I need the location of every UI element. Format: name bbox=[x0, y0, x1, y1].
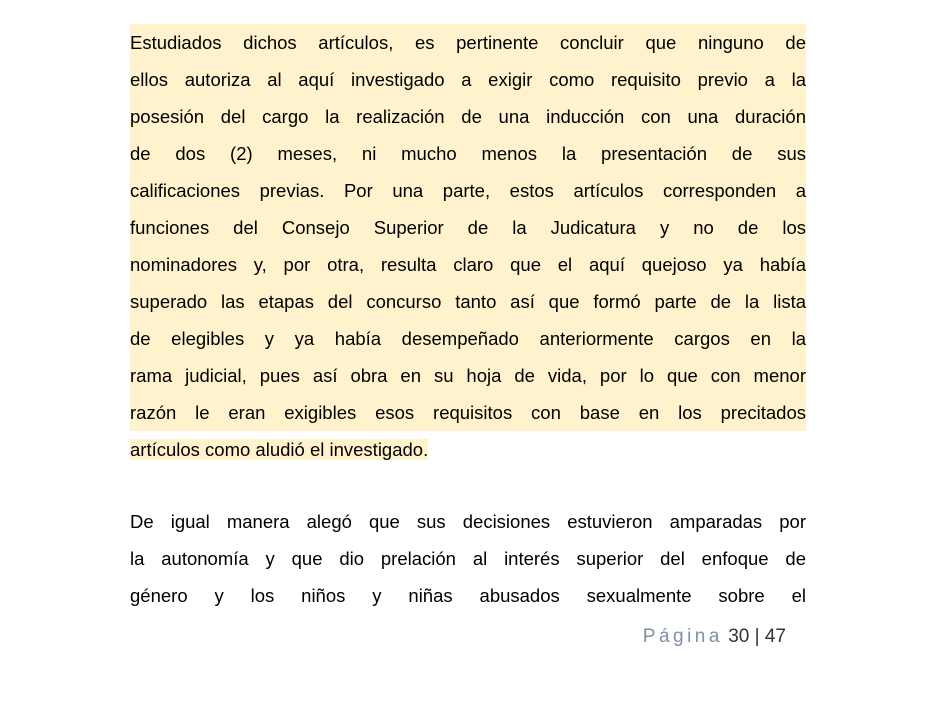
paragraph-line bbox=[130, 135, 806, 172]
highlighted-text: razón le eran exigibles esos requisitos con base en los precitados bbox=[130, 394, 806, 431]
highlighted-text: de elegibles y ya había desempeñado anteriormente cargos en la bbox=[130, 320, 806, 357]
paragraph-line bbox=[130, 394, 806, 431]
highlighted-text: Estudiados dichos artículos, es pertinente concluir que ninguno de bbox=[130, 24, 806, 61]
page-number: 30 bbox=[728, 626, 750, 647]
paragraph-line: De igual manera alegó que sus decisiones estuvieron amparadas por bbox=[130, 511, 806, 532]
highlighted-text: funciones del Consejo Superior de la Judicatura y no de los bbox=[130, 209, 806, 246]
paragraph-line bbox=[130, 357, 806, 394]
paragraph-line bbox=[130, 431, 806, 468]
paragraph-line bbox=[130, 61, 806, 98]
highlighted-text: artículos como aludió el investigado. bbox=[130, 439, 429, 460]
paragraph-line bbox=[130, 283, 806, 320]
page-footer bbox=[560, 624, 786, 650]
highlighted-text: calificaciones previas. Por una parte, estos artículos corresponden a bbox=[130, 172, 806, 209]
paragraph-line bbox=[130, 320, 806, 357]
page-separator: | bbox=[754, 626, 760, 647]
paragraph-line bbox=[130, 98, 806, 135]
page-label: Página bbox=[642, 626, 723, 647]
paragraph-line bbox=[130, 172, 806, 209]
page-total: 47 bbox=[764, 626, 786, 647]
highlighted-text: nominadores y, por otra, resulta claro que el aquí quejoso ya había bbox=[130, 246, 806, 283]
highlighted-text: ellos autoriza al aquí investigado a exigir como requisito previo a la bbox=[130, 61, 806, 98]
highlighted-paragraph bbox=[130, 24, 806, 468]
paragraph-line bbox=[130, 246, 806, 283]
paragraph-line: la autonomía y que dio prelación al interés superior del enfoque de bbox=[130, 548, 806, 569]
body-paragraph bbox=[130, 503, 806, 614]
highlighted-text: de dos (2) meses, ni mucho menos la presentación de sus bbox=[130, 135, 806, 172]
highlighted-text: rama judicial, pues así obra en su hoja de vida, por lo que con menor bbox=[130, 357, 806, 394]
highlighted-text: superado las etapas del concurso tanto así que formó parte de la lista bbox=[130, 283, 806, 320]
paragraph-line bbox=[130, 209, 806, 246]
paragraph-line: género y los niños y niñas abusados sexualmente sobre el bbox=[130, 585, 806, 606]
paragraph-line bbox=[130, 24, 806, 61]
highlighted-text: posesión del cargo la realización de una inducción con una duración bbox=[130, 98, 806, 135]
